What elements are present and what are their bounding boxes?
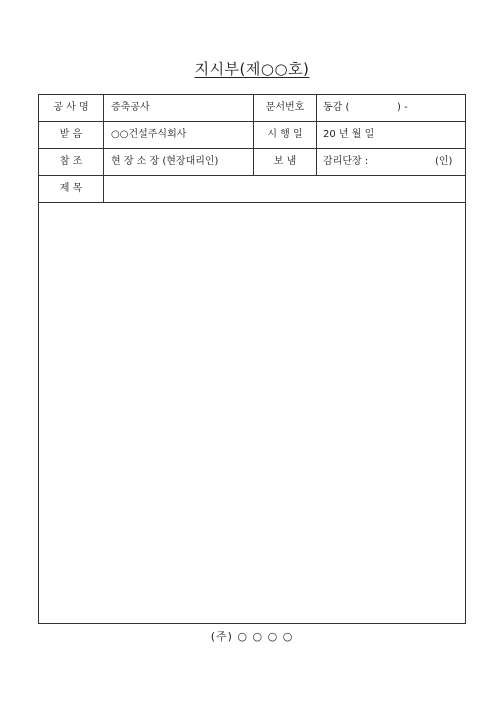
recipient-label: 받 음 (59, 129, 83, 140)
project-name-label: 공 사 명 (53, 102, 89, 113)
document-title: 지시부(제○○호) (194, 60, 310, 78)
seal-mark: (인) (435, 156, 453, 167)
recipient-value: ○○건설주식회사 (111, 129, 187, 140)
sender-label: 보 냄 (273, 156, 297, 167)
effective-date-label: 시 행 일 (267, 129, 303, 140)
instruction-form (38, 94, 466, 624)
form-row-recipient (39, 122, 465, 149)
effective-date-value: 20 년 월 일 (323, 129, 375, 140)
form-row-reference (39, 149, 465, 176)
divider (316, 122, 317, 148)
reference-label: 참 조 (59, 156, 83, 167)
divider (103, 176, 104, 202)
project-name-value: 증축공사 (111, 102, 150, 113)
company-name: (주) ○ ○ ○ ○ (210, 630, 294, 643)
divider (316, 149, 317, 175)
subject-value (111, 176, 461, 202)
form-row-project (39, 95, 465, 122)
divider (103, 95, 104, 121)
subject-label: 제 목 (59, 183, 83, 194)
divider (103, 122, 104, 148)
body-area (39, 203, 465, 623)
document-number-prefix: 동감 ( (323, 102, 350, 113)
form-row-subject (39, 176, 465, 203)
document-number-suffix: ) - (397, 102, 408, 113)
document-number-label: 문서번호 (265, 102, 305, 113)
divider (316, 95, 317, 121)
reference-value: 현 장 소 장 (현장대리인) (111, 156, 219, 167)
sender-value: 감리단장 : (323, 156, 369, 167)
divider (103, 149, 104, 175)
